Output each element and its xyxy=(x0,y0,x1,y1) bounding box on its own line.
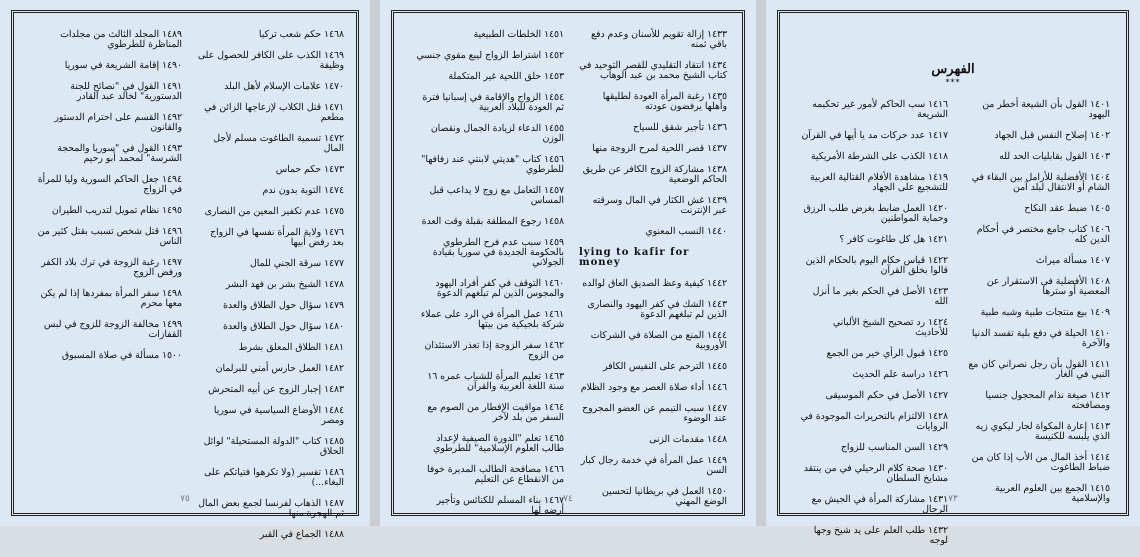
toc-entry: ١٤١٩ مشاهدة الأفلام القتالية العربية للتشجيع على الجهاد xyxy=(810,172,948,193)
toc-entry: ١٤٠٤ الأفضلية للأرامل بين البقاء في الشام أو الانتقال لبلد آمن xyxy=(971,172,1110,193)
toc-entry: ١٤٣٤ انتقاد التقليدي للقصر التوحيد في كتاب الشيخ محمد بن عبد الوهاب xyxy=(579,60,727,81)
toc-entry: ١٤١٦ سب الحاكم لأمور غير تحكيمه الشريعة xyxy=(812,99,948,120)
toc-entry: ١٤٤٤ المنع من الصلاة في الشركات الأوروبية xyxy=(590,330,727,351)
toc-entry: ١٤٧٤ التوبة بدون ندم xyxy=(262,185,344,196)
toc-entry: ١٤٥٥ الدعاء لزيادة الجمال ونقصان الوزن xyxy=(430,123,564,144)
toc-entry: ١٤٥٤ الزواج والإقامة في إسبانيا فترة ثم العودة للبلاد العربية xyxy=(422,92,564,113)
toc-entry: ١٤٨٠ سؤال حول الطلاق والعدة xyxy=(223,321,344,332)
toc-entry: ١٤٨٢ العمل حارس أمني للبرلمان xyxy=(215,363,344,374)
toc-entry: ١٤٥٩ سبب عدم فرح الطرطوي بالحكومة الجديدة في سوريا بقيادة الجولاني xyxy=(432,237,564,268)
toc-entry: ١٤٧٩ سؤال حول الطلاق والعدة xyxy=(223,300,344,311)
toc-entry: ١٤١٠ الحيلة في دفع بلية تفسد الدنيا والآخرة xyxy=(971,328,1110,349)
toc-entry: ١٤٩٦ قتل شخص تسبب بقتل كثير من الناس xyxy=(37,226,182,247)
toc-entry: ١٤٣٧ قصر اللحية لمرح الزوجة منها xyxy=(592,143,727,154)
toc-entry: ١٤٨٥ كتاب "الدولة المستحيلة" لوائل الحلاق xyxy=(203,436,344,457)
document-page-74 xyxy=(380,0,756,526)
toc-entry: ١٤٩٣ القول في "سوريا والمحجة الشرسة" لمحمد أبو رحيم xyxy=(57,143,182,164)
toc-entry: ١٤٨٨ الجماع في القبر xyxy=(259,529,344,540)
toc-entry: ١٤٧٠ علامات الإسلام لأهل البلد xyxy=(224,81,344,92)
toc-entry: ١٤٩٥ نظام تمويل لتدريب الطيران xyxy=(51,205,182,216)
title-ornament: *** xyxy=(945,78,961,87)
toc-entry: ١٤٩٢ القسم على احترام الدستور والقانون xyxy=(54,112,182,133)
toc-entry: ١٤٧١ قتل الكلاب لإزعاجها الزائن في مطعم xyxy=(204,102,344,123)
toc-column-left xyxy=(34,30,182,372)
toc-entry: ١٤٢٩ السن المناسب للزواج xyxy=(840,442,948,453)
page-number: ٧٤ xyxy=(563,494,573,504)
toc-entry: ١٤٣٥ رغبة المرأة العودة لطليقها وأهلها يرفضون عودته xyxy=(602,91,727,112)
toc-entry: ١٤١٢ صيغة نذام المحجول جنسيا ومصافحته xyxy=(985,390,1110,411)
toc-entry: ١٤٠٩ بيع منتجات طبية وشبه طبية xyxy=(980,307,1110,318)
toc-column-left xyxy=(416,30,564,527)
toc-entry: ١٤٤٥ الترحم على النفيس الكافر xyxy=(602,361,727,372)
toc-entry: ١٤٧٥ عدم تكفير المعين من النصارى xyxy=(204,206,344,217)
toc-entry: ١٤٢٢ قياس حكام اليوم بالحكام الذين قالوا بخلق القرآن xyxy=(805,255,948,276)
toc-entry: ١٤٧٧ سرقة الجني للمال xyxy=(249,258,344,269)
toc-entry: ١٤٩٧ رغبة الزوجة في ترك بلاد الكفر ورفض الزوج xyxy=(41,257,182,278)
toc-entry: ١٤٣٣ إزالة تقويم للأسنان وعدم دفع باقي ثمنه xyxy=(591,29,727,50)
toc-entry: ١٤٤٦ أداء صلاة العصر مع وجود الظلام xyxy=(580,382,727,393)
toc-entry: ١٤١٥ الجمع بين العلوم العربية والإسلامية xyxy=(995,483,1110,504)
toc-entry: ١٤١٤ أخذ المال من الأب إذا كان من ضباط الطاغوت xyxy=(971,452,1110,473)
toc-entry: ١٤٥٦ كتاب "هديتي لابنتي عند زفافها" للطرطوي xyxy=(421,154,564,175)
toc-entry: ١٤٠٥ ضبط عقد النكاح xyxy=(1024,203,1110,214)
toc-entry: ١٤٦٣ تعليم المرأة للشباب عمره ١٦ سنة اللغة العربية والقرآن xyxy=(427,371,564,392)
toc-entry: ١٤٥٧ التعامل مع زوج لا يداعب قبل المساس xyxy=(429,185,564,206)
toc-entry: ١٤٣٠ صحة كلام الرحيلي في من ينتقد مشايخ السلطان xyxy=(803,463,948,484)
document-page-75 xyxy=(0,0,370,540)
toc-entry: ١٤٩٤ جعل الحاكم السورية وليا للمرأة في الزواج xyxy=(37,174,182,195)
toc-entry: ١٤٢٧ الأصل في حكم الموسيقى xyxy=(825,390,948,401)
toc-entry: ١٤٦٠ التوقف في كفر أفراد اليهود والمجوس الذين لم تبلغهم الدعوة xyxy=(435,278,564,299)
toc-entry: ١٤٢٥ قبول الرأي خير من الجمع xyxy=(826,348,948,359)
toc-entry: ١٤٠٨ الأفضلية في الاستقرار عن المعصية أو سترها xyxy=(986,276,1110,297)
toc-entry: ١٤٦٢ سفر الزوجة إذا تعذر الاستئذان من الزوج xyxy=(424,340,564,361)
toc-entry: ١٤٧٦ ولاية المرأة نفسها في الزواج بعد رفض أبيها xyxy=(209,227,344,248)
toc-entry: ١٤٦٧ بناء المسلم للكنائس وتأجير أرضه لها xyxy=(436,495,564,516)
toc-column-left xyxy=(800,100,948,557)
toc-entry: ١٤٦١ عمل المرأة في الرد على عملاء شركة بلجيكية من بيتها xyxy=(420,309,564,330)
toc-entry: ١٤٣٨ مشاركة الزوج الكافر عن طريق الحاكم الوضعية xyxy=(582,164,727,185)
toc-entry: ١٤٢٤ رد تصحيح الشيخ الألباني للأحاديث xyxy=(832,317,948,338)
toc-entry: ١٤٩٨ سفر المرأة بمفردها إذا لم يكن معها محرم xyxy=(40,288,182,309)
toc-entry: ١٤١٧ عدد حركات مد يا أيها في القرآن xyxy=(801,130,948,141)
toc-entry: ١٤٨٧ الذهاب لفرنسا لجمع بعض المال ثم الهجرة منها xyxy=(198,498,344,519)
toc-entry: ١٤٩٩ مخالفة الزوجة للزوج في لبس القفازات xyxy=(43,319,182,340)
toc-entry: ١٤٥١ الخلطات الطبيعية xyxy=(473,29,564,40)
toc-entry: ١٤٢٣ الأصل في الحكم بغير ما أنزل الله xyxy=(812,286,948,307)
page-number: ٧٥ xyxy=(180,494,190,504)
toc-entry: ١٤٢٠ العمل ضابط بغرض طلب الرزق وحماية المواطنين xyxy=(803,203,948,224)
toc-entry: ١٤٤٧ سبب التيمم عن العضو المجروح عند الوضوء xyxy=(582,403,727,424)
toc-entry: ١٤٤٩ عمل المرأة في خدمة رجال كبار السن xyxy=(580,455,727,476)
toc-entry: ١٤٨٦ تفسير (ولا تكرهوا فتياتكم على البغاء...) xyxy=(203,467,344,488)
toc-entry: ١٤٨٣ إجبار الزوج عن أبيه المتحرش xyxy=(208,384,344,395)
toc-entry: ١٤٠٦ كتاب جامع مختصر في أحكام الدين كله xyxy=(976,224,1110,245)
toc-entry: ١٤٧٢ تسمية الطاغوت مسلم لأجل المال xyxy=(213,133,344,154)
toc-entry: ١٤٥٣ حلق اللحية غير المتكملة xyxy=(448,71,564,82)
toc-entry: ١٤٧٣ حكم حماس xyxy=(275,164,344,175)
toc-entry: ١٤٠٢ إصلاح النفس قبل الجهاد xyxy=(994,130,1110,141)
toc-entry: ١٤٣٦ تأجير شقق للسياح xyxy=(632,122,727,133)
toc-entry: ١٤٤٠ النسب المعنوي xyxy=(645,226,727,237)
toc-entry: ١٤٦٤ مواقيت الإفطار من الصوم مع السفر من بلد لآخر xyxy=(427,402,564,423)
toc-entry: ١٤١٨ الكذب على الشرطة الأمريكية xyxy=(810,151,948,162)
toc-entry: ١٤٦٩ الكذب على الكافر للحصول على وظيفة xyxy=(197,50,344,71)
toc-entry: ١٤٣٢ طلب العلم على يد شيخ وجها لوجه xyxy=(813,525,948,546)
toc-column-right xyxy=(579,30,727,518)
toc-entry: ١٤٣٩ غش الكثار في المال وسرقته عبر الإنترنت xyxy=(592,195,727,216)
toc-entry: ١٤٩١ القول في "نصائح للجنة الدستورية" لخالد عبد القادر xyxy=(70,81,182,102)
toc-entry: ١٤٢٨ الالتزام بالتحريرات الموجودة في الروايات xyxy=(800,411,948,432)
toc-entry: ١٤٥٨ رجوع المطلقة بقبلة وقت العدة xyxy=(421,216,564,227)
toc-entry: ١٤٢١ هل كل طاغوت كافر ؟ xyxy=(839,234,948,245)
toc-entry: ١٤٨٤ الأوضاع السياسية في سوريا ومصر xyxy=(213,405,344,426)
toc-entry: ١٤٤٢ كيفية وعظ الصديق العاق لوالده xyxy=(582,278,727,289)
toc-entry: ١٤٤٨ مقدمات الزنى xyxy=(649,434,727,445)
toc-entry: ١٤٥٠ العمل في بريطانيا لتحسين الوضع المهني xyxy=(601,486,727,507)
toc-entry: ١٤٦٨ حكم شعب تركيا xyxy=(258,29,344,40)
toc-entry: ١٤٣١ مشاركة المرأة في الجيش مع الرجال xyxy=(811,494,948,515)
toc-entry: ١٤٢٦ دراسة علم الحديث xyxy=(852,369,948,380)
page-number: ٧٣ xyxy=(948,494,958,504)
toc-entry: ١٤٠١ القول بأن الشيعة أخطر من اليهود xyxy=(982,99,1110,120)
toc-entry: lying to kafir for money xyxy=(579,247,690,268)
page-gap xyxy=(370,0,380,526)
toc-entry: ١٤٦٦ مصافحة الطالب المديرة خوفا من الانقطاع عن التعليم xyxy=(426,464,564,485)
toc-entry: ١٤٨٩ المجلد الثالث من مجلدات المناظرة للطرطوي xyxy=(60,29,182,50)
toc-entry: ١٤٧٨ الشيخ بشر بن فهد البشر xyxy=(225,279,344,290)
toc-entry: ١٤٩٠ إقامة الشريعة في سوريا xyxy=(64,60,182,71)
index-title: الفهرس xyxy=(931,62,975,77)
toc-entry: ١٤٥٢ اشتراط الزواج ليبع مقوي جنسي xyxy=(416,50,564,61)
toc-entry: ١٤٤٣ الشك في كفر اليهود والنصارى الذين لم تبلغهم الدعوة xyxy=(587,299,727,320)
toc-column-right xyxy=(196,30,344,551)
toc-column-right xyxy=(962,100,1110,515)
toc-entry: ١٤٠٧ مسألة ميراث xyxy=(1035,255,1110,266)
toc-entry: ١٤٠٣ القول بقابليات الحد لله xyxy=(999,151,1110,162)
toc-entry: ١٤١٣ إعارة المكواة لجار ليكوي زيه الذي يلبسه للكنيسة xyxy=(975,421,1110,442)
document-page-73 xyxy=(766,0,1140,546)
toc-entry: ١٤١١ القول بأن رجل نصراني كان مع النبي في الغار xyxy=(968,359,1110,380)
page-gap xyxy=(756,0,766,526)
toc-entry: ١٥٠٠ مسألة في صلاة المسبوق xyxy=(61,350,182,361)
toc-entry: ١٤٦٥ تعلم "الدورة الصيفية لإعداد طالب العلوم الإسلامية" للطرطوي xyxy=(432,433,564,454)
toc-entry: ١٤٨١ الطلاق المعلق بشرط xyxy=(238,342,344,353)
